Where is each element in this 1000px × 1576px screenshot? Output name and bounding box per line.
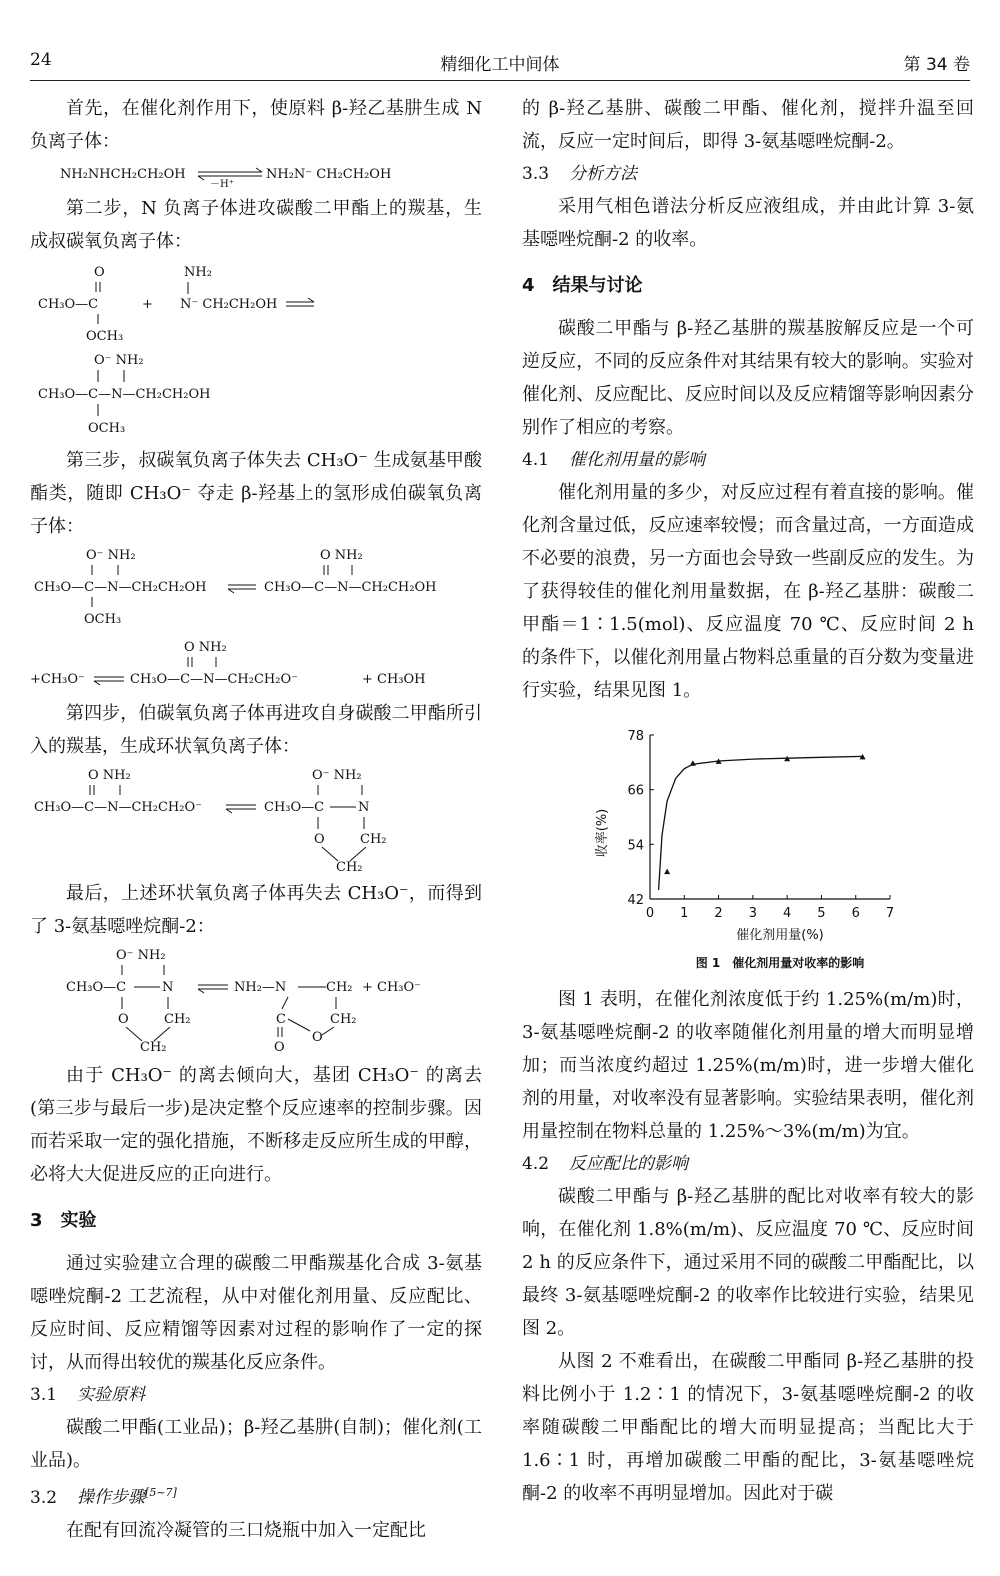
eq-text: NH₂N⁻ CH₂CH₂OH: [266, 167, 392, 182]
paragraph: 的 β-羟乙基肼、碳酸二甲酯、催化剂，搅拌升温至回流，反应一定时间后，即得 3-氨基噁唑烷酮-2。: [522, 98, 974, 152]
subsection-title: 反应配比的影响: [569, 1154, 689, 1174]
paragraph: 第三步，叔碳氧负离子体失去 CH₃O⁻ 生成氨基甲酸酯类，随即 CH₃O⁻ 夺走 β-羟基上的氢形成伯碳氧负离子体：: [30, 450, 482, 537]
subsection-title: 实验原料: [77, 1385, 146, 1405]
paragraph: 碳酸二甲酯与 β-羟乙基肼的配比对收率有较大的影响，在催化剂 1.8%(m/m)、反应温度 70 ℃、反应时间 2 h 的反应条件下，通过采用不同的碳酸二甲酯配比，以最终 3-氨基噁唑烷酮-2 的收率作比较进行实验，结果见图 2。: [522, 1186, 974, 1339]
eq-text: N: [358, 800, 370, 815]
eq-text: O: [312, 1030, 323, 1045]
subsection-number: 4.2: [522, 1154, 550, 1174]
right-column: [522, 92, 974, 1510]
paragraph: 采用气相色谱法分析反应液组成，并由此计算 3-氨基噁唑烷酮-2 的收率。: [522, 196, 974, 250]
journal-title: 精细化工中间体: [440, 55, 560, 75]
paragraph: 在配有回流冷凝管的三口烧瓶中加入一定配比: [66, 1519, 426, 1541]
eq-text: O⁻ NH₂: [94, 353, 144, 368]
paragraph: 第二步，N 负离子体进攻碳酸二甲酯上的羰基，生成叔碳氧负离子体：: [30, 198, 482, 252]
eq-text: CH₂: [326, 980, 353, 995]
eq-text: CH₃O—C—N—CH₂CH₂O⁻: [130, 672, 298, 687]
eq-text: OCH₃: [84, 612, 122, 627]
eq-text: CH₃O—C—N—CH₂CH₂OH: [34, 580, 207, 595]
eq-text: O: [118, 1012, 129, 1027]
eq-text: CH₂: [336, 860, 363, 873]
chart-axes: [650, 735, 890, 899]
subsection-number: 4.1: [522, 450, 550, 470]
eq-text: NH₂: [184, 265, 212, 280]
page-number: 24: [30, 50, 52, 70]
eq-text: N: [162, 980, 174, 995]
x-tick-label: 6: [851, 906, 860, 921]
eq-text: CH₃O—C—N—CH₂CH₂OH: [38, 387, 211, 402]
x-tick-label: 5: [817, 906, 826, 921]
subsection-heading: [522, 1148, 974, 1180]
subsection-heading: [30, 1477, 482, 1514]
citation: [5~7]: [145, 1486, 177, 1499]
chart-points: [664, 754, 865, 874]
chart-ticks: [627, 729, 894, 921]
chart-x-label: 催化剂用量(%): [736, 928, 824, 943]
x-tick-label: 0: [645, 906, 655, 921]
y-tick-label: 66: [627, 783, 644, 799]
eq-text: CH₃O—C—N—CH₂CH₂OH: [264, 580, 437, 595]
equation-step1: [30, 160, 482, 188]
eq-text: OCH₃: [88, 421, 126, 436]
x-tick-label: 1: [680, 906, 689, 921]
paragraph: 碳酸二甲酯(工业品)；β-羟乙基肼(自制)；催化剂(工业品)。: [30, 1417, 482, 1471]
equation-step5: [30, 945, 482, 1055]
left-column: [30, 92, 482, 1547]
section-heading: 4 结果与讨论: [522, 275, 643, 296]
x-tick-label: 2: [714, 906, 723, 921]
paragraph: 通过实验建立合理的碳酸二甲酯羰基化合成 3-氨基噁唑烷酮-2 工艺流程，从中对催化剂用量、反应配比、反应时间、反应精馏等因素对过程的影响作了一定的探讨，从而得出较优的羰基化反应条件。: [30, 1253, 482, 1373]
eq-text: + CH₃O⁻: [362, 980, 422, 995]
paragraph: 催化剂用量的多少，对反应过程有着直接的影响。催化剂含量过低，反应速率较慢；而含量过高，一方面造成不必要的浪费，另一方面也会导致一些副反应的发生。为了获得较佳的催化剂用量数据，在 β-羟乙基肼：碳酸二甲酯＝1∶1.5(mol)、反应温度 70 ℃、反应时间 2 h 的条件下，以催化剂用量占物料总重量的百分数为变量进行实验，结果见图 1。: [522, 482, 974, 701]
eq-text: CH₂: [164, 1012, 191, 1027]
figure-1-chart: [522, 715, 974, 983]
subsection-heading: [30, 1379, 482, 1411]
eq-text: O⁻ NH₂: [86, 548, 136, 563]
data-point: [690, 760, 696, 766]
subsection-heading: [522, 444, 974, 476]
subsection-number: 3.3: [522, 164, 550, 184]
paragraph: 最后，上述环状氧负离子体再失去 CH₃O⁻，而得到了 3-氨基噁唑烷酮-2：: [30, 883, 482, 937]
chart-series-line: [659, 756, 863, 890]
eq-text: CH₂: [330, 1012, 357, 1027]
eq-text: O NH₂: [320, 548, 363, 563]
subsection-heading: [522, 158, 974, 190]
eq-text: OCH₃: [86, 329, 124, 344]
paragraph: 由于 CH₃O⁻ 的离去倾向大，基团 CH₃O⁻ 的离去(第三步与最后一步)是决定整个反应速率的控制步骤。因而若采取一定的强化措施，不断移走反应所生成的甲醇，必将大大促进反应的正向进行。: [30, 1065, 482, 1185]
y-tick-label: 42: [627, 893, 644, 908]
eq-text: O NH₂: [184, 640, 227, 655]
eq-text: NH₂NHCH₂CH₂OH: [60, 167, 186, 182]
eq-text: CH₂: [140, 1040, 167, 1055]
paragraph: 第四步，伯碳氧负离子体再进攻自身碳酸二甲酯所引入的羰基，生成环状氧负离子体：: [30, 703, 482, 757]
paragraph: 图 1 表明，在催化剂浓度低于约 1.25%(m/m)时，3-氨基噁唑烷酮-2 的收率随催化剂用量的增大而明显增加；而当浓度约超过 1.25%(m/m)时，进一步增大催化剂的用量，对收率没有显著影响。实验结果表明，催化剂用量控制在物料总量的 1.25%～3%(m/m)为宜。: [522, 989, 974, 1142]
eq-text: +CH₃O⁻: [30, 672, 85, 687]
subsection-title: 催化剂用量的影响: [569, 450, 706, 470]
eq-text: O NH₂: [88, 768, 131, 783]
volume-label: 第 34 卷: [903, 55, 970, 75]
paragraph: 碳酸二甲酯与 β-羟乙基肼的羰基胺解反应是一个可逆反应，不同的反应条件对其结果有较大的影响。实验对催化剂、反应配比、反应时间以及反应精馏等影响因素分别作了相应的考察。: [522, 318, 974, 438]
subsection-number: 3.1: [30, 1385, 58, 1405]
equation-step4: [30, 765, 482, 873]
eq-text: N⁻ CH₂CH₂OH: [180, 297, 278, 312]
eq-text: CH₂: [360, 832, 387, 847]
subsection-title: 操作步骤: [77, 1487, 146, 1508]
subsection-title: 分析方法: [569, 164, 638, 184]
eq-text: O⁻ NH₂: [312, 768, 362, 783]
section-heading: 3 实验: [30, 1210, 97, 1231]
eq-text: CH₃O—C: [264, 800, 325, 815]
paragraph: 从图 2 不难看出，在碳酸二甲酯同 β-羟乙基肼的投料比例小于 1.2∶1 的情况下，3-氨基噁唑烷酮-2 的收率随碳酸二甲酯配比的增大而明显提高；当配比大于 1.6∶1 时，再增加碳酸二甲酯的配比，3-氨基噁唑烷酮-2 的收率不再明显增加。因此对于碳: [522, 1351, 974, 1504]
equation-step3: [30, 545, 482, 693]
eq-text: + CH₃OH: [362, 672, 426, 687]
paragraph: 首先，在催化剂作用下，使原料 β-羟乙基肼生成 N 负离子体：: [30, 98, 482, 152]
eq-text: CH₃O—C—N—CH₂CH₂O⁻: [34, 800, 202, 815]
x-tick-label: 4: [783, 906, 792, 921]
y-tick-label: 54: [627, 838, 644, 854]
eq-text: NH₂—N: [234, 980, 287, 995]
equation-step2: [30, 260, 482, 440]
chart-y-label: 收率(%): [595, 808, 610, 858]
subsection-number: 3.2: [30, 1487, 58, 1508]
y-tick-label: 78: [627, 729, 644, 744]
eq-text: O: [314, 832, 325, 847]
eq-condition: －H⁺: [210, 179, 234, 188]
eq-text: CH₃O—C: [38, 297, 99, 312]
eq-text: O: [94, 265, 105, 280]
figure-caption: 图 1 催化剂用量对收率的影响: [695, 956, 865, 970]
x-tick-label: 3: [748, 906, 757, 921]
eq-text: O: [274, 1040, 285, 1055]
data-point: [664, 869, 670, 875]
eq-text: O⁻ NH₂: [116, 948, 166, 963]
eq-text: C: [276, 1012, 286, 1027]
eq-text: +: [142, 297, 153, 312]
header-rule: [30, 80, 970, 81]
eq-text: CH₃O—C: [66, 980, 127, 995]
page-header: [30, 50, 970, 80]
x-tick-label: 7: [885, 906, 895, 921]
